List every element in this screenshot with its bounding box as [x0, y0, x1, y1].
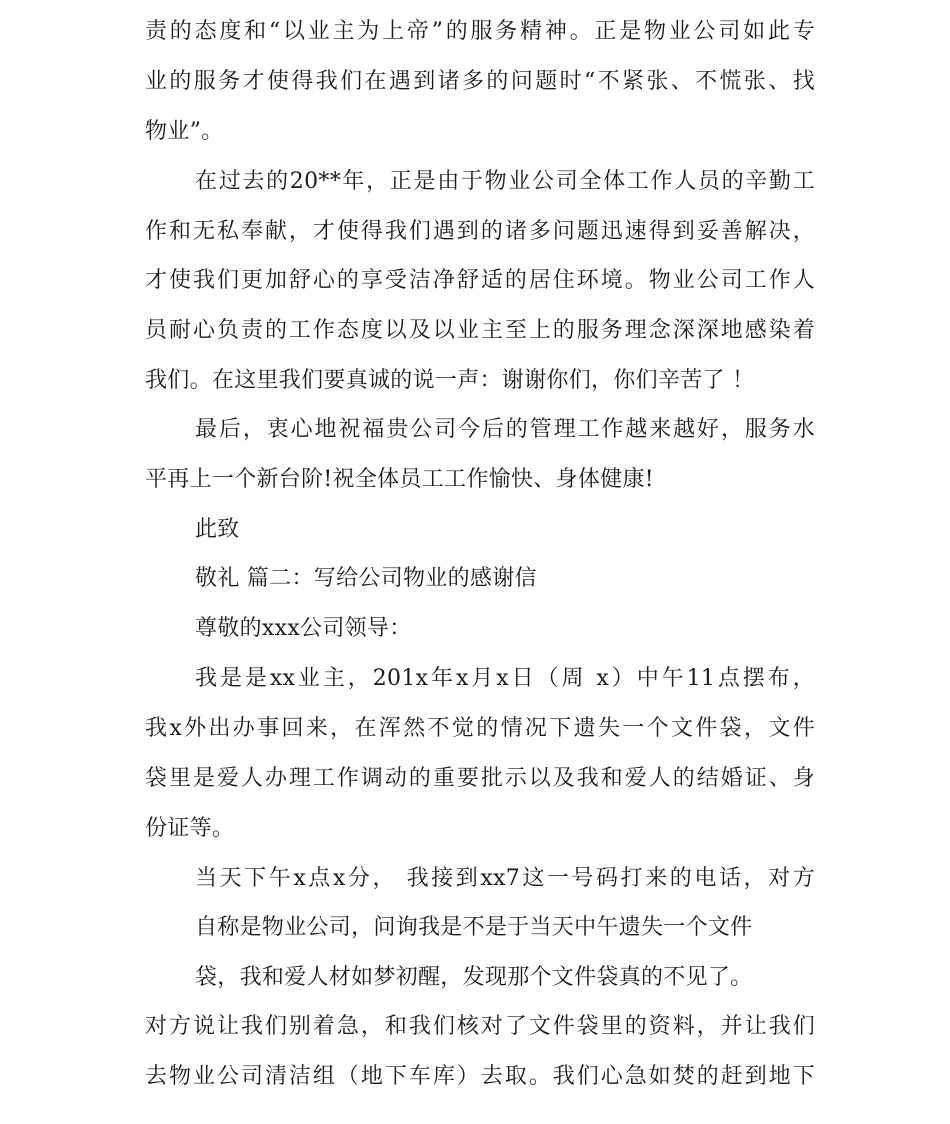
salutation: 尊敬的xxx公司领导： [195, 616, 412, 641]
text-line: 此致 [195, 517, 240, 542]
text-line: 物业”。 [145, 119, 224, 144]
text-line: 在过去的20**年，正是由于物业公司全体工作人员的辛勤工 [195, 169, 815, 194]
text-line: 作和无私奉献，才使得我们遇到的诸多问题迅速得到妥善解决， [145, 219, 815, 244]
text-line: 袋，我和爱人材如梦初醒，发现那个文件袋真的不见了。 [195, 965, 753, 990]
text-line: 当天下午x点x分， 我接到xx7这一号码打来的电话，对方 [195, 866, 815, 891]
text-line: 员耐心负责的工作态度以及以业主至上的服务理念深深地感染着 [145, 318, 815, 343]
text-line: 去物业公司清洁组（地下车库）去取。我们心急如焚的赶到地下 [145, 1064, 815, 1089]
text-line: 我是是xx业主，201x年x月x日（周 x）中午11点摆布， [195, 666, 815, 691]
text-line: 袋里是爱人办理工作调动的重要批示以及我和爱人的结婚证、身 [145, 766, 815, 791]
text-line: 我们。在这里我们要真诚的说一声：谢谢你们，你们辛苦了 ！ [145, 368, 755, 393]
text-line: 平再上一个新台阶!祝全体员工工作愉快、身体健康! [145, 467, 654, 492]
text-line: 份证等。 [145, 816, 235, 841]
text-line: 我x外出办事回来，在浑然不觉的情况下遗失一个文件袋，文件 [145, 716, 815, 741]
text-line: 最后，衷心地祝福贵公司今后的管理工作越来越好，服务水 [195, 417, 815, 442]
text-line: 业的服务才使得我们在遇到诸多的问题时“不紧张、不慌张、找 [145, 69, 815, 94]
text-line: 才使我们更加舒心的享受洁净舒适的居住环境。物业公司工作人 [145, 268, 815, 293]
text-line: 责的态度和“以业主为上帝”的服务精神。正是物业公司如此专 [145, 19, 815, 44]
text-line: 对方说让我们别着急，和我们核对了文件袋里的资料，并让我们 [145, 1014, 815, 1039]
section-heading: 敬礼 篇二：写给公司物业的感谢信 [195, 566, 537, 591]
text-line: 自称是物业公司，问询我是不是于当天中午遗失一个文件 [195, 915, 753, 940]
